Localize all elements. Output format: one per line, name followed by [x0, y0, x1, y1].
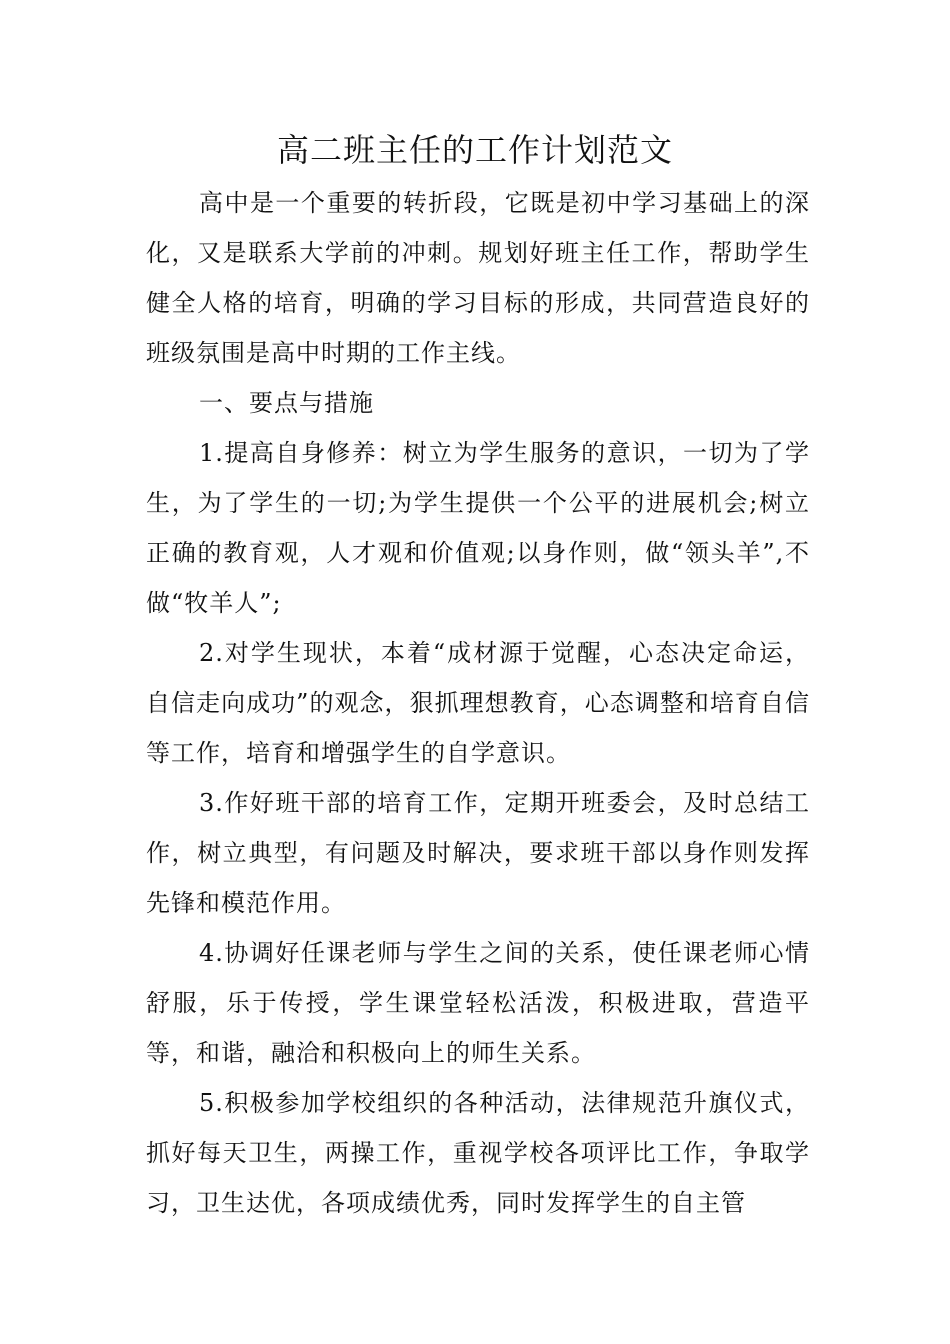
document-body — [146, 178, 810, 1228]
document-title: 高二班主任的工作计划范文 — [276, 131, 673, 169]
section-heading: 一、要点与措施 — [199, 389, 374, 417]
measure-item-3: 3.作好班干部的培育工作，定期开班委会，及时总结工作，树立典型，有问题及时解决，要求班干部以身作则发挥先锋和模范作用。 — [146, 789, 810, 917]
measure-item-2: 2.对学生现状，本着“成材源于觉醒，心态决定命运，自信走向成功”的观念，狠抓理想教育，心态调整和培育自信等工作，培育和增强学生的自学意识。 — [146, 639, 810, 767]
measure-item-1: 1.提高自身修养：树立为学生服务的意识，一切为了学生，为了学生的一切;为学生提供一个公平的进展机会;树立正确的教育观，人才观和价值观;以身作则，做“领头羊”,不做“牧羊人”; — [146, 439, 810, 617]
measure-item-5: 5.积极参加学校组织的各种活动，法律规范升旗仪式，抓好每天卫生，两操工作，重视学校各项评比工作，争取学习，卫生达优，各项成绩优秀，同时发挥学生的自主管 — [146, 1089, 810, 1217]
measure-item-4: 4.协调好任课老师与学生之间的关系，使任课老师心情舒服，乐于传授，学生课堂轻松活泼，积极进取，营造平等，和谐，融洽和积极向上的师生关系。 — [146, 939, 810, 1067]
intro-paragraph: 高中是一个重要的转折段，它既是初中学习基础上的深化，又是联系大学前的冲刺。规划好班主任工作，帮助学生健全人格的培育，明确的学习目标的形成，共同营造良好的班级氛围是高中时期的工作主线。 — [146, 189, 810, 367]
